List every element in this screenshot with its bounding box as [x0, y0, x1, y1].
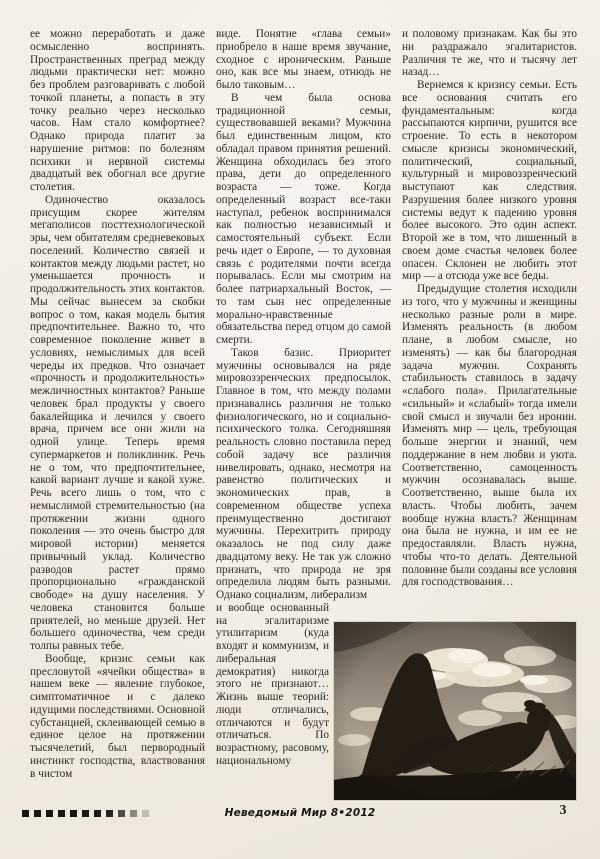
- paragraph-wrapped-around-photo: и вообще основанный на эгалитаризме утилитаризм (куда входят и коммунизм, и либеральная демократия) никогда этого не признают… Жизнь выше теорий: люди отличались, отличаются и будут отличаться. По возрастному, расовому, национальному: [216, 601, 329, 767]
- paragraph: и половому признакам. Как бы это ни раздражало эгалитаристов. Различия те же, что и тысячу лет назад…: [402, 28, 577, 79]
- text-column-1: [30, 28, 205, 780]
- photo-illustration: [334, 622, 576, 800]
- paragraph: Одиночество оказалось присущим скорее жителям мегаполисов посттехнологической эры, чем обитателям средневековых поселений. Количество связей и контактов между людьми растет, но уменьшается прочность и продолжительность этих контактов. Мы сейчас вынесем за скобки вопрос о том, какая модель бытия предпочтительнее. Важно то, что современное поколение живет в условиях, немыслимых для всей череды их предков. Что означает «прочность и продолжительность» межличностных контактов? Раньше человек брал продукты у своего бакалейщика и лечился у своего врача, причем все они жили на одной улице. Теперь время супермаркетов и поликлиник. Речь не о том, что предпочтительнее, какой вариант лучше и какой хуже. Речь всего лишь о том, что с немыслимой стремительностью (на протяжении жизни одного поколения — это очень быстро для мировой истории) меняется привычный уклад. Количество разводов растет прямо пропорционально «гражданской свободе» на душу населения. У человека становится больше приятелей, но меньше друзей. Нет большего одиночества, чем среди толпы равных тебе.: [30, 193, 205, 652]
- photo-man-lying-under-clouds: [334, 622, 576, 800]
- paragraph: Таков базис. Приоритет мужчины основывался на ряде мировоззренческих предпосылок. Главное в том, что между полами признавались различия не только физиологического, но и социально-психического толка. Сегодняшняя реальность словно поставила перед собой задачу все различия нивелировать, однако, несмотря на равенство политических и экономических прав, в современном обществе успеха преимущественно достигают мужчины. Перехитрить природу оказалось не под силу даже двадцатому веку. Не так уж сложно признать, что природа не зря определила людям быть разными. Однако социализм, либерализм: [216, 346, 391, 601]
- paragraph: ее можно переработать и даже осмысленно воспринять. Пространственных преград между людьми практически нет: можно без проблем разговаривать с любой точкой планеты, а попасть в эту точку реально через несколько часов. Нам стало комфортнее? Однако природа платит за нарушение ритмов: по болезням психики и нервной системы двадцатый век обогнал все другие столетия.: [30, 28, 205, 193]
- paragraph: Вообще, кризис семьи как пресловутой «ячейки общества» в нашем веке — явление глубокое, симптоматичное и с далеко идущими последствиями. Основной субстанцией, склеивающей семью в единое целое на протяжении тысячелетий, был первородный инстинкт господства, властвования в чистом: [30, 652, 205, 780]
- page-number: 3: [559, 803, 567, 818]
- paragraph: виде. Понятие «глава семьи» приобрело в наше время звучание, сходное с ироническим. Раньше оно, как все мы знаем, отнюдь не было таковым…: [216, 28, 391, 91]
- paragraph: В чем была основа традиционной семьи, существовавшей веками? Мужчина был единственным лицом, кто обладал правом принятия решений. Женщина обходилась без этого права, дети до определенного возраста — тоже. Когда определенный возраст все-таки наступал, ребенок воспринимался как полностью независимый и самостоятельный субъект. Если речь идет о Европе, — то духовная связь с родителями почти всегда порывалась. Если мы смотрим на более патриархальный Восток, — то там сын нес определенные морально-нравственные обязательства перед отцом до самой смерти.: [216, 91, 391, 346]
- paragraph: Предыдущие столетия исходили из того, что у мужчины и женщины несколько разные роли в мире. Изменять реальность (в любом плане, в любом смысле, но изменять) — как бы благородная задача мужчин. Сохранять стабильность ставилось в задачу «слабого пола». Прилагательные «сильный» и «слабый» тогда имели свой смысл и звучали без иронии. Изменять мир — цель, требующая больше энергии и знаний, чем поддержание в нем любви и уюта. Соответственно, самоценность мужчин осознавалась выше. Соответственно, выше была их власть. Чтобы любить, зачем вообще нужна власть? Женщинам она была не нужна, и им ее не предоставляли. Власть нужна, чтобы что-то делать. Деятельной половине были созданы все условия для господствования…: [402, 283, 577, 589]
- magazine-footer-title: Неведомый Мир 8•2012: [224, 807, 376, 819]
- paragraph: Вернемся к кризису семьи. Есть все основания считать его фундаментальным: когда рассыпаются кирпичи, рушится все строение. То есть в некотором смысле кризисы экономический, политический, социальный, культурный и мировоззренческий выступают как следствия. Разрушения более низкого уровня системы ведут к падению уровня более высокого. Это один аспект. Второй же в том, что лишенный в своем доме счастья человек более опасен. Склонен не любить этот мир — а отсюда уже все беды.: [402, 79, 577, 283]
